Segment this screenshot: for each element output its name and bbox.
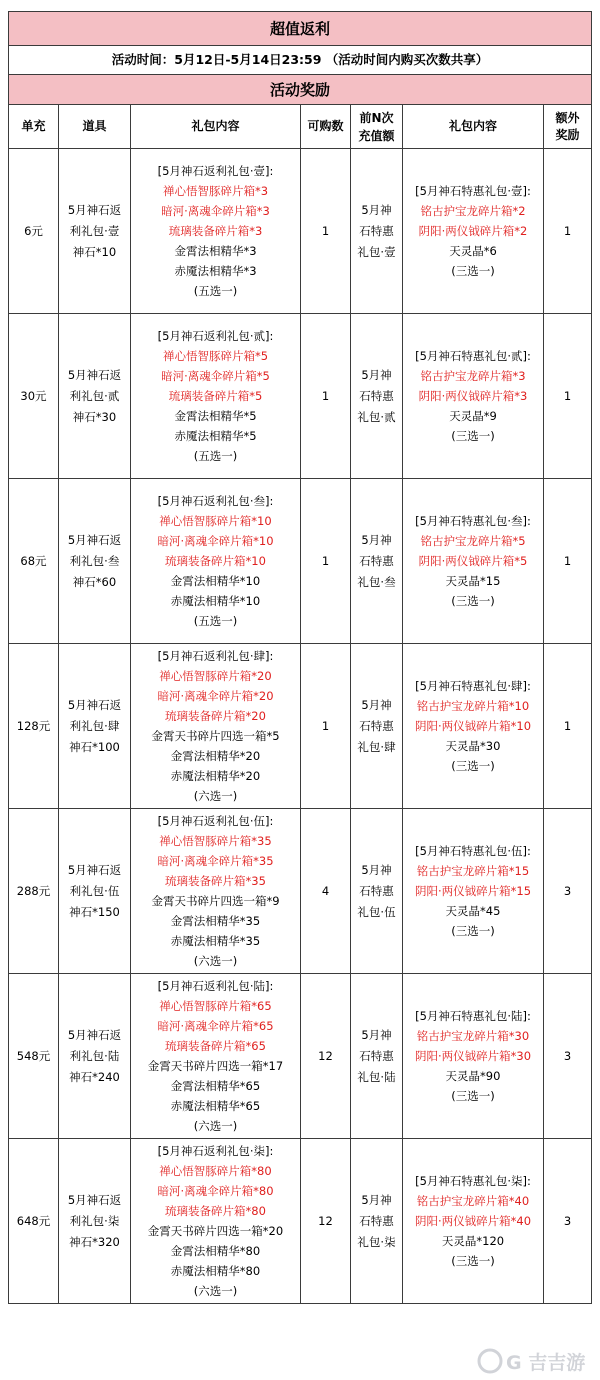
contents-cell [131, 479, 301, 644]
contents2-line: 铭古护宝龙碎片箱*3 [420, 369, 526, 383]
contents-line: 琉璃装备碎片箱*3 [168, 224, 263, 238]
contents-line: [5月神石返利礼包·叁]: [157, 494, 274, 508]
contents-line: 金霄法相精华*3 [174, 244, 257, 258]
contents-line: 琉璃装备碎片箱*65 [165, 1039, 266, 1053]
contents-line: 禅心悟智豚碎片箱*3 [162, 184, 269, 198]
contents2-line: [5月神石特惠礼包·叁]: [415, 514, 531, 528]
contents2-line: (三选一) [451, 429, 495, 443]
buyable-cell: 1 [301, 314, 351, 479]
header-buyable: 可购数 [301, 105, 351, 149]
header-top-n: 前N次充值额 [351, 105, 403, 149]
contents-line: 禅心悟智豚碎片箱*35 [159, 834, 272, 848]
item-name: 5月神石返利礼包·贰神石*30 [67, 367, 122, 424]
contents-line: 赤魇法相精华*35 [170, 934, 261, 948]
contents-line: 赤魇法相精华*5 [174, 429, 257, 443]
item-cell [59, 809, 131, 974]
page-title: 超值返利 [9, 12, 592, 46]
header-single: 单充 [9, 105, 59, 149]
buyable-cell: 1 [301, 644, 351, 809]
contents-line: 金霄天书碎片四选一箱*17 [147, 1059, 284, 1073]
pack-cell [351, 314, 403, 479]
contents-cell [131, 1139, 301, 1304]
amount-cell: 128元 [9, 644, 59, 809]
item-name: 5月神石返利礼包·陆神石*240 [67, 1027, 122, 1084]
table-row [9, 809, 592, 974]
contents-line: 金霄天书碎片四选一箱*20 [147, 1224, 284, 1238]
contents-line: 琉璃装备碎片箱*10 [165, 554, 266, 568]
contents-line: 暗河·离魂伞碎片箱*65 [157, 1019, 274, 1033]
contents-line: (五选一) [193, 449, 238, 463]
contents2-cell [403, 809, 544, 974]
contents2-line: (三选一) [451, 264, 495, 278]
item-name: 5月神石返利礼包·柒神石*320 [67, 1192, 122, 1249]
contents-line: 暗河·离魂伞碎片箱*20 [157, 689, 274, 703]
contents-line: 赤魇法相精华*80 [170, 1264, 261, 1278]
pack-name: 5月神石特惠礼包·陆 [357, 1027, 396, 1084]
amount-cell: 68元 [9, 479, 59, 644]
pack-name: 5月神石特惠礼包·贰 [357, 367, 396, 424]
contents2-line: (三选一) [451, 594, 495, 608]
table-row [9, 1139, 592, 1304]
item-cell [59, 314, 131, 479]
contents-line: 金霄法相精华*5 [174, 409, 257, 423]
contents2-line: (三选一) [451, 1254, 495, 1268]
contents-line: 暗河·离魂伞碎片箱*35 [157, 854, 274, 868]
header-contents: 礼包内容 [131, 105, 301, 149]
contents2-line: [5月神石特惠礼包·柒]: [415, 1174, 531, 1188]
contents-line: 金霄法相精华*65 [170, 1079, 261, 1093]
pack-cell [351, 149, 403, 314]
extra-cell: 3 [544, 974, 592, 1139]
item-name: 5月神石返利礼包·肆神石*100 [67, 697, 122, 754]
contents2-cell [403, 479, 544, 644]
pack-name: 5月神石特惠礼包·伍 [357, 862, 396, 919]
contents2-line: 铭古护宝龙碎片箱*2 [420, 204, 526, 218]
contents2-line: 天灵晶*30 [445, 739, 501, 753]
contents2-line: (三选一) [451, 759, 495, 773]
contents-cell [131, 644, 301, 809]
header-row [9, 105, 592, 149]
item-cell [59, 974, 131, 1139]
contents-line: [5月神石返利礼包·壹]: [157, 164, 274, 178]
contents-line: 暗河·离魂伞碎片箱*3 [161, 204, 270, 218]
pack-cell [351, 644, 403, 809]
watermark-g-icon [479, 1350, 501, 1372]
header-item: 道具 [59, 105, 131, 149]
contents-line: 暗河·离魂伞碎片箱*80 [157, 1184, 274, 1198]
contents-line: (五选一) [193, 614, 238, 628]
contents2-line: 阴阳·两仪钺碎片箱*15 [414, 884, 532, 898]
watermark-logo [476, 1346, 594, 1376]
contents-cell [131, 974, 301, 1139]
contents-line: (六选一) [193, 1119, 238, 1133]
contents2-line: 阴阳·两仪钺碎片箱*2 [418, 224, 528, 238]
amount-cell: 648元 [9, 1139, 59, 1304]
buyable-cell: 12 [301, 974, 351, 1139]
section-title: 活动奖励 [9, 75, 592, 105]
contents-cell [131, 314, 301, 479]
contents-line: [5月神石返利礼包·肆]: [157, 649, 274, 663]
item-cell [59, 479, 131, 644]
contents-line: 金霄天书碎片四选一箱*5 [151, 729, 280, 743]
buyable-cell: 1 [301, 479, 351, 644]
contents-line: 金霄法相精华*80 [170, 1244, 261, 1258]
contents-line: 赤魇法相精华*3 [174, 264, 257, 278]
amount-cell: 548元 [9, 974, 59, 1139]
contents2-line: 阴阳·两仪钺碎片箱*40 [414, 1214, 532, 1228]
extra-cell: 1 [544, 644, 592, 809]
contents-line: 琉璃装备碎片箱*80 [165, 1204, 266, 1218]
pack-cell [351, 1139, 403, 1304]
contents2-line: [5月神石特惠礼包·壹]: [415, 184, 531, 198]
contents-line: [5月神石返利礼包·柒]: [157, 1144, 274, 1158]
pack-name: 5月神石特惠礼包·叁 [357, 532, 396, 589]
amount-cell: 6元 [9, 149, 59, 314]
event-time: 活动时间：5月12日-5月14日23:59 （活动时间内购买次数共享） [9, 46, 592, 75]
extra-cell: 1 [544, 479, 592, 644]
contents2-line: 天灵晶*90 [445, 1069, 501, 1083]
contents2-line: 天灵晶*15 [445, 574, 501, 588]
contents-line: (六选一) [193, 789, 238, 803]
contents2-line: 天灵晶*120 [441, 1234, 505, 1248]
header-extra: 额外奖励 [544, 105, 592, 149]
contents2-line: (三选一) [451, 924, 495, 938]
extra-cell: 1 [544, 149, 592, 314]
table-row [9, 479, 592, 644]
buyable-cell: 1 [301, 149, 351, 314]
contents-line: (六选一) [193, 954, 238, 968]
contents2-line: 阴阳·两仪钺碎片箱*30 [414, 1049, 532, 1063]
watermark-text: G 吉吉游 [506, 1352, 586, 1374]
table-row [9, 314, 592, 479]
contents-cell [131, 809, 301, 974]
contents2-line: 铭古护宝龙碎片箱*15 [416, 864, 530, 878]
contents2-cell [403, 314, 544, 479]
contents2-line: 阴阳·两仪钺碎片箱*10 [414, 719, 532, 733]
table-row [9, 644, 592, 809]
contents2-line: [5月神石特惠礼包·贰]: [415, 349, 531, 363]
buyable-cell: 4 [301, 809, 351, 974]
contents-line: 琉璃装备碎片箱*35 [165, 874, 266, 888]
contents2-line: [5月神石特惠礼包·伍]: [415, 844, 531, 858]
contents-line: 琉璃装备碎片箱*20 [165, 709, 266, 723]
contents-line: 金霄法相精华*10 [170, 574, 261, 588]
item-name: 5月神石返利礼包·壹神石*10 [67, 202, 122, 259]
amount-cell: 288元 [9, 809, 59, 974]
contents2-line: [5月神石特惠礼包·肆]: [415, 679, 531, 693]
contents-line: [5月神石返利礼包·贰]: [157, 329, 274, 343]
contents2-cell [403, 974, 544, 1139]
amount-cell: 30元 [9, 314, 59, 479]
contents-line: 禅心悟智豚碎片箱*20 [159, 669, 272, 683]
extra-cell: 3 [544, 809, 592, 974]
buyable-cell: 12 [301, 1139, 351, 1304]
extra-cell: 1 [544, 314, 592, 479]
contents-line: [5月神石返利礼包·陆]: [157, 979, 274, 993]
pack-name: 5月神石特惠礼包·柒 [357, 1192, 396, 1249]
contents-line: 赤魇法相精华*20 [170, 769, 261, 783]
contents2-cell [403, 1139, 544, 1304]
contents-cell [131, 149, 301, 314]
contents2-line: [5月神石特惠礼包·陆]: [415, 1009, 531, 1023]
contents-line: 琉璃装备碎片箱*5 [168, 389, 263, 403]
item-cell [59, 1139, 131, 1304]
contents2-line: 铭古护宝龙碎片箱*5 [420, 534, 526, 548]
contents2-line: 天灵晶*9 [449, 409, 497, 423]
header-contents-2: 礼包内容 [403, 105, 544, 149]
pack-cell [351, 809, 403, 974]
contents2-line: 天灵晶*45 [445, 904, 501, 918]
contents-line: 禅心悟智豚碎片箱*5 [162, 349, 269, 363]
pack-cell [351, 479, 403, 644]
pack-name: 5月神石特惠礼包·壹 [357, 202, 396, 259]
table-row [9, 149, 592, 314]
contents-line: [5月神石返利礼包·伍]: [157, 814, 274, 828]
contents2-cell [403, 644, 544, 809]
contents-line: 禅心悟智豚碎片箱*65 [159, 999, 272, 1013]
contents-line: (五选一) [193, 284, 238, 298]
contents-line: 金霄法相精华*20 [170, 749, 261, 763]
contents2-cell [403, 149, 544, 314]
contents-line: 金霄天书碎片四选一箱*9 [151, 894, 280, 908]
contents-line: 金霄法相精华*35 [170, 914, 261, 928]
table-row [9, 974, 592, 1139]
contents2-line: (三选一) [451, 1089, 495, 1103]
contents2-line: 铭古护宝龙碎片箱*30 [416, 1029, 530, 1043]
item-cell [59, 644, 131, 809]
contents-line: 赤魇法相精华*10 [170, 594, 261, 608]
contents-line: 暗河·离魂伞碎片箱*5 [161, 369, 270, 383]
contents-line: 暗河·离魂伞碎片箱*10 [157, 534, 274, 548]
contents-line: 赤魇法相精华*65 [170, 1099, 261, 1113]
contents2-line: 天灵晶*6 [449, 244, 497, 258]
pack-cell [351, 974, 403, 1139]
extra-cell: 3 [544, 1139, 592, 1304]
pack-name: 5月神石特惠礼包·肆 [357, 697, 396, 754]
item-name: 5月神石返利礼包·伍神石*150 [67, 862, 122, 919]
contents2-line: 铭古护宝龙碎片箱*10 [416, 699, 530, 713]
contents2-line: 铭古护宝龙碎片箱*40 [416, 1194, 530, 1208]
contents2-line: 阴阳·两仪钺碎片箱*5 [418, 554, 528, 568]
item-cell [59, 149, 131, 314]
item-name: 5月神石返利礼包·叁神石*60 [67, 532, 122, 589]
contents2-line: 阴阳·两仪钺碎片箱*3 [418, 389, 528, 403]
rewards-table [8, 11, 592, 1304]
contents-line: (六选一) [193, 1284, 238, 1298]
contents-line: 禅心悟智豚碎片箱*10 [159, 514, 272, 528]
contents-line: 禅心悟智豚碎片箱*80 [159, 1164, 272, 1178]
